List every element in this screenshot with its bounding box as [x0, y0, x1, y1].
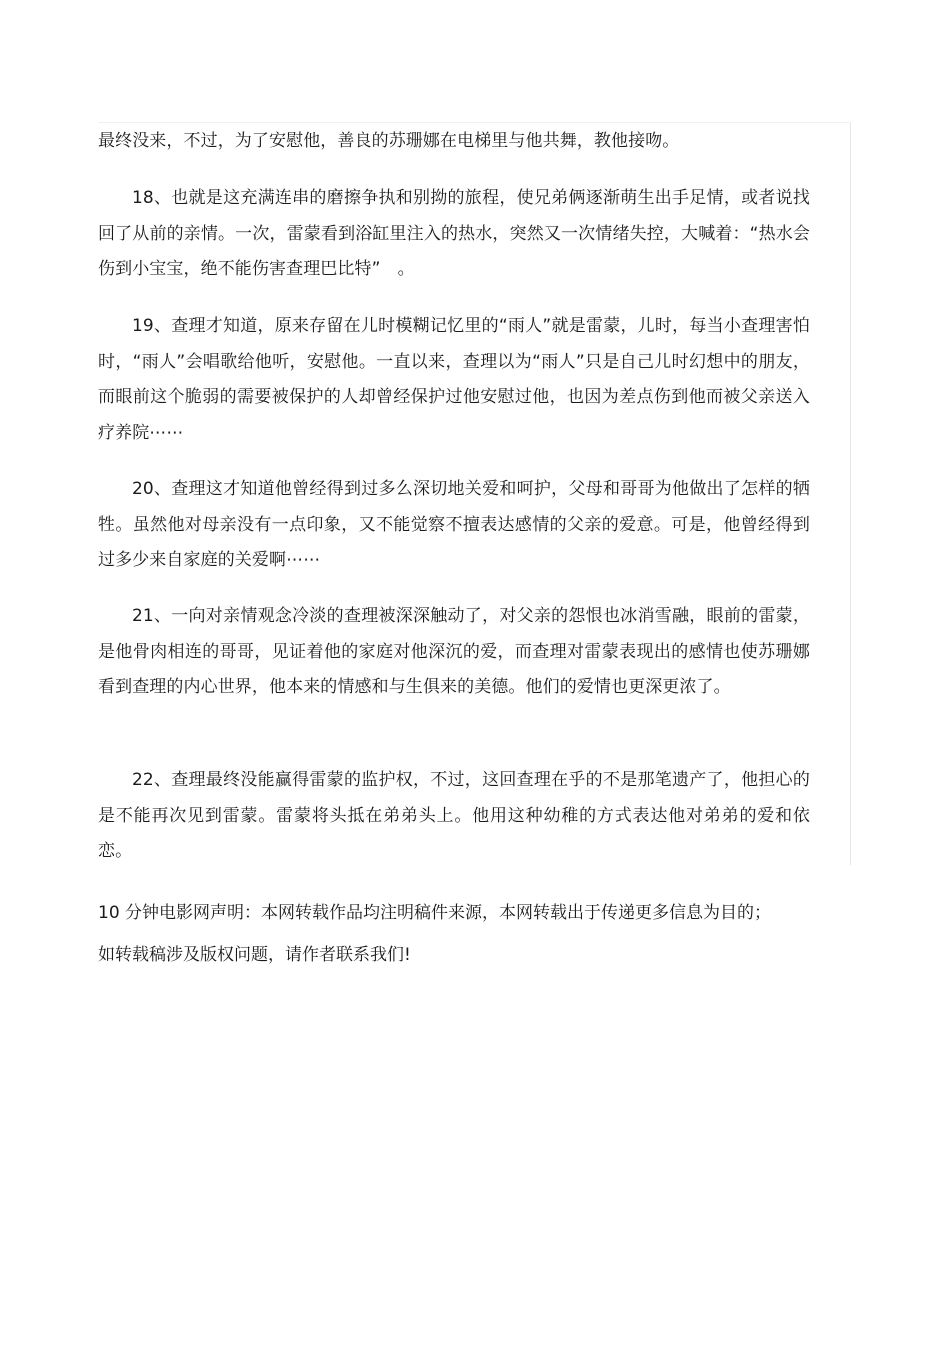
copyright-statement-line-2: 如转载稿涉及版权问题，请作者联系我们! [98, 945, 411, 965]
paragraph-22: 22、查理最终没能赢得雷蒙的监护权，不过，这回查理在乎的不是那笔遗产了，他担心的是不能再次见到雷蒙。雷蒙将头抵在弟弟头上。他用这种幼稚的方式表达他对弟弟的爱和依恋。 [98, 770, 810, 861]
paragraph-continuation: 最终没来，不过，为了安慰他，善良的苏珊娜在电梯里与他共舞，教他接吻。 [98, 131, 680, 151]
paragraph-19: 19、查理才知道，原来存留在儿时模糊记忆里的“雨人”就是雷蒙，儿时，每当小查理害怕时，“雨人”会唱歌给他听，安慰他。一直以来，查理以为“雨人”只是自己儿时幻想中的朋友，而眼前这个脆弱的需要被保护的人却曾经保护过他安慰过他，也因为差点伤到他而被父亲送入疗养院⋯⋯ [98, 316, 810, 443]
paragraph-21: 21、一向对亲情观念冷淡的查理被深深触动了，对父亲的怨恨也冰消雪融，眼前的雷蒙，是他骨肉相连的哥哥，见证着他的家庭对他深沉的爱，而查理对雷蒙表现出的感情也使苏珊娜看到查理的内心世界，他本来的情感和与生俱来的美德。他们的爱情也更深更浓了。 [98, 606, 810, 697]
copyright-statement-line-1: 10 分钟电影网声明：本网转载作品均注明稿件来源，本网转载出于传递更多信息为目的； [98, 903, 772, 923]
paragraph-18: 18、也就是这充满连串的磨擦争执和别拗的旅程，使兄弟俩逐渐萌生出手足情，或者说找回了从前的亲情。一次，雷蒙看到浴缸里注入的热水，突然又一次情绪失控，大喊着：“热水会伤到小宝宝，绝不能伤害查理巴比特” 。 [98, 188, 810, 279]
paragraph-20: 20、查理这才知道他曾经得到过多么深切地关爱和呵护，父母和哥哥为他做出了怎样的牺牲。虽然他对母亲没有一点印象，又不能觉察不擅表达感情的父亲的爱意。可是，他曾经得到过多少来自家庭的关爱啊⋯⋯ [98, 479, 810, 570]
